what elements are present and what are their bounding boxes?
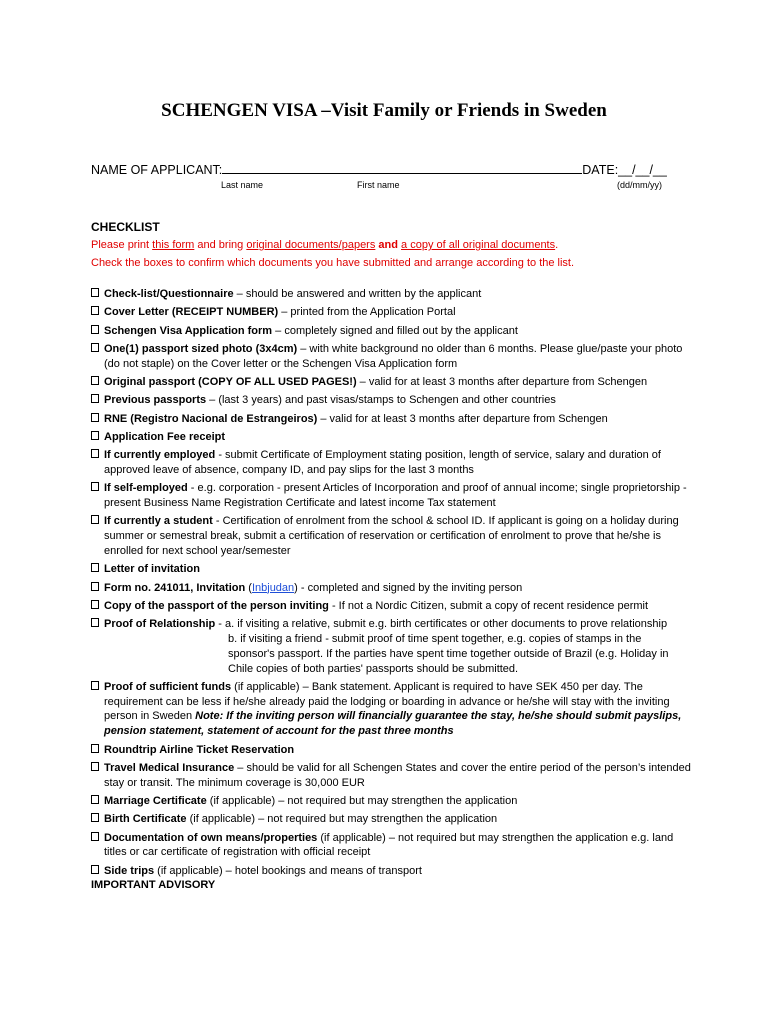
- date-field[interactable]: __/__/__: [618, 163, 667, 177]
- checklist-item: [91, 599, 691, 614]
- date-label: DATE:: [582, 163, 619, 177]
- item-title: If currently employed: [104, 449, 216, 462]
- checkbox[interactable]: [91, 832, 99, 841]
- item-text: – should be valid for all Schengen States and cover the entire period of the person’s intended stay or transit. The minimum coverage is 30,000 EUR: [104, 761, 691, 789]
- checklist-item: [91, 514, 691, 558]
- item-text: - submit Certificate of Employment stating position, length of service, salary and duration of approved leave of absence, company ID, and pay slips for the last 3 months: [104, 449, 661, 476]
- checklist-item: [91, 342, 691, 372]
- checkbox[interactable]: [91, 431, 99, 440]
- checkbox[interactable]: [91, 306, 99, 315]
- item-text: - Certification of enrolment from the school & school ID. If applicant is going on a holiday during summer or semestral break, submit a certification of reservation or certification of enrolment to prove that he/she is enrolled for next school year/semester: [104, 515, 679, 557]
- instruction-text: and: [375, 239, 402, 251]
- checkbox[interactable]: [91, 744, 99, 753]
- checkbox[interactable]: [91, 325, 99, 334]
- applicant-name-line: [91, 162, 667, 177]
- checkbox[interactable]: [91, 288, 99, 297]
- checkbox[interactable]: [91, 376, 99, 385]
- first-name-caption: First name: [357, 180, 400, 190]
- checklist-item: [91, 375, 691, 390]
- checklist-item: [91, 812, 691, 827]
- item-title: Copy of the passport of the person inviting: [104, 599, 329, 612]
- name-field[interactable]: [222, 162, 582, 174]
- page-title: SCHENGEN VISA –Visit Family or Friends in Sweden: [161, 100, 607, 121]
- date-format-caption: (dd/mm/yy): [617, 180, 662, 190]
- checklist-item: [91, 287, 691, 302]
- checkbox[interactable]: [91, 600, 99, 609]
- item-text: - If not a Nordic Citizen, submit a copy of recent residence permit: [328, 599, 649, 612]
- item-text: (if applicable) – not required but may strengthen the application: [206, 794, 518, 807]
- funds-note: Note: If the inviting person will financially guarantee the stay, he/she should submit payslips, pension statement, statement of account for the past three months: [104, 710, 682, 738]
- checkbox[interactable]: [91, 563, 99, 572]
- item-text: - completed and signed by the inviting person: [297, 581, 523, 594]
- item-title: Proof of Relationship: [104, 618, 216, 631]
- checkbox[interactable]: [91, 482, 99, 491]
- important-advisory-heading: IMPORTANT ADVISORY: [91, 879, 216, 892]
- item-title: Birth Certificate: [104, 813, 187, 826]
- checklist-item: [91, 412, 691, 427]
- item-text: – valid for at least 3 months after departure from Schengen: [356, 375, 648, 388]
- item-title: Cover Letter (RECEIPT NUMBER): [104, 306, 279, 319]
- checklist-item: [91, 562, 691, 577]
- item-title: If currently a student: [104, 515, 213, 528]
- original-documents-text: original documents/papers: [246, 239, 376, 251]
- checklist-item: [91, 743, 691, 758]
- last-name-caption: Last name: [221, 180, 264, 190]
- item-title: Roundtrip Airline Ticket Reservation: [104, 743, 295, 756]
- checkbox[interactable]: [91, 865, 99, 874]
- checklist-item: [91, 481, 691, 511]
- inbjudan-link[interactable]: Inbjudan: [251, 581, 295, 594]
- checkbox[interactable]: [91, 618, 99, 627]
- checklist-items: [91, 287, 691, 893]
- item-title: Application Fee receipt: [104, 430, 226, 443]
- item-text: – with white background no older than 6 months. Please glue/paste your photo (do not staple) on the Cover letter or the Schengen Visa Application form: [104, 342, 683, 370]
- checklist-item: [91, 794, 691, 809]
- item-title: Original passport (COPY OF ALL USED PAGES!): [104, 375, 357, 388]
- checklist-item-relationship: [91, 617, 691, 676]
- item-title: Schengen Visa Application form: [104, 324, 273, 337]
- this-form-link[interactable]: this form: [152, 239, 195, 251]
- checklist-item: [91, 761, 691, 791]
- item-title: Marriage Certificate: [104, 794, 207, 807]
- item-text: – valid for at least 3 months after departure from Schengen: [317, 412, 608, 425]
- checkbox[interactable]: [91, 515, 99, 524]
- checkbox[interactable]: [91, 413, 99, 422]
- item-title: RNE (Registro Nacional de Estrangeiros): [104, 412, 318, 425]
- item-title: Travel Medical Insurance: [104, 761, 235, 774]
- relationship-option-b: b. if visiting a friend - submit proof of time spent together, e.g. copies of stamps in the sponsor's passport. If the parties have spent time together outside of Brazil (e.g. Holiday in Chile copies of both parties' passports should be submitted.: [228, 632, 669, 675]
- checklist-item: [91, 430, 691, 445]
- item-text: (if applicable) – not required but may strengthen the application: [186, 813, 498, 826]
- item-text: (: [245, 581, 252, 594]
- item-text: ): [294, 581, 298, 594]
- checkbox[interactable]: [91, 813, 99, 822]
- instruction-line-1: [91, 239, 558, 251]
- checklist-item: [91, 448, 691, 478]
- item-title: Side trips: [104, 864, 155, 877]
- item-text: – printed from the Application Portal: [278, 306, 456, 319]
- checkbox[interactable]: [91, 582, 99, 591]
- item-text: – should be answered and written by the applicant: [233, 288, 482, 300]
- checklist-item-funds: [91, 680, 691, 739]
- checkbox[interactable]: [91, 762, 99, 771]
- item-text: (if applicable) – hotel bookings and means of transport: [154, 864, 422, 877]
- checklist-item: [91, 831, 691, 861]
- copy-documents-text: a copy of all original documents: [401, 239, 556, 251]
- item-text: -: [215, 618, 226, 631]
- checkbox[interactable]: [91, 681, 99, 690]
- instruction-text: .: [555, 239, 559, 251]
- item-title: Documentation of own means/properties: [104, 831, 318, 844]
- checklist-heading: CHECKLIST: [91, 220, 160, 234]
- item-title: One(1) passport sized photo (3x4cm): [104, 342, 298, 355]
- checklist-item: [91, 864, 691, 879]
- instruction-text: and bring: [194, 239, 247, 251]
- relationship-option-a: a. if visiting a relative, submit e.g. birth certificates or other documents to prove relationship: [225, 618, 668, 631]
- item-text: – (last 3 years) and past visas/stamps to Schengen and other countries: [206, 394, 556, 407]
- item-text: (if applicable) – Bank statement. Applicant is required to have SEK 450 per day. The requirement can be less if he/she already paid the lodging or boarding in advance or he/she will stay with the inviting person in Sweden: [104, 680, 670, 723]
- instruction-line-2: Check the boxes to confirm which documents you have submitted and arrange according to the list.: [91, 257, 575, 269]
- item-title: Form no. 241011, Invitation: [104, 581, 246, 594]
- item-text: (if applicable) – not required but may strengthen the application e.g. land titles or car certificate of registration with official receipt: [104, 831, 674, 859]
- checkbox[interactable]: [91, 449, 99, 458]
- checkbox[interactable]: [91, 394, 99, 403]
- checkbox[interactable]: [91, 795, 99, 804]
- item-text: - e.g. corporation - present Articles of Incorporation and proof of annual income; single proprietorship - present Business Name Registration Certificate and latest income Tax statement: [104, 482, 687, 510]
- checklist-item-invitation-form: [91, 581, 691, 596]
- name-label: NAME OF APPLICANT:: [91, 163, 223, 177]
- item-title: Proof of sufficient funds: [104, 680, 232, 693]
- item-text: – completely signed and filled out by the applicant: [272, 324, 518, 337]
- checklist-item: [91, 324, 691, 339]
- item-title: Check-list/Questionnaire: [104, 288, 234, 300]
- checkbox[interactable]: [91, 343, 99, 352]
- checklist-item: [91, 305, 691, 320]
- item-title: Previous passports: [104, 394, 207, 407]
- checklist-item: [91, 393, 691, 408]
- instruction-text: Please print: [91, 239, 153, 251]
- item-title: Letter of invitation: [104, 563, 200, 576]
- item-title: If self-employed: [104, 482, 188, 495]
